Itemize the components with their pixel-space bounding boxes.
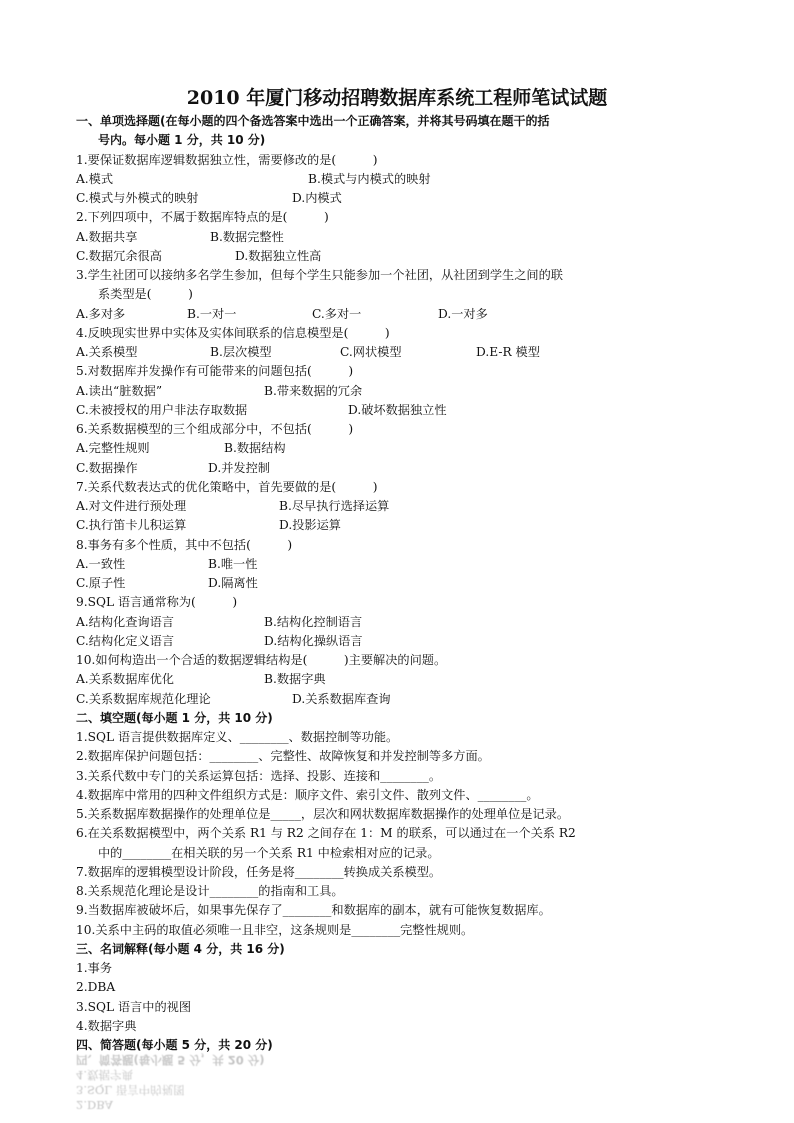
option-b: B.数据结构: [224, 441, 286, 456]
fill-question-4: 4.数据库中常用的四种文件组织方式是：顺序文件、索引文件、散列文件、________。: [76, 787, 539, 802]
option-a: A.模式: [76, 171, 114, 186]
fill-question-6-cont: 中的________在相关联的另一个关系 R1 中检索相对应的记录。: [98, 845, 440, 860]
fill-question-1: 1.SQL 语言提供数据库定义、________、数据控制等功能。: [76, 730, 399, 744]
option-b: B.带来数据的冗余: [264, 383, 363, 398]
option-c: C.执行笛卡儿积运算: [76, 518, 187, 533]
mc-options-6b: [76, 459, 656, 478]
option-d: D.破坏数据独立性: [348, 402, 447, 417]
term-2: 2.DBA: [76, 980, 116, 995]
option-a: A.对文件进行预处理: [76, 499, 187, 513]
mc-options-8a: [76, 555, 656, 574]
mc-question-1: 1.要保证数据库逻辑数据独立性，需要修改的是( ): [76, 152, 378, 167]
fill-question-2: 2.数据库保护问题包括：________、完整性、故障恢复和并发控制等多方面。: [76, 749, 490, 764]
fill-question-10: 10.关系中主码的取值必须唯一且非空，这条规则是________完整性规则。: [76, 922, 474, 937]
mc-options-6a: [76, 439, 656, 458]
option-a: A.数据共享: [76, 229, 138, 244]
option-c: C.未被授权的用户非法存取数据: [76, 402, 248, 417]
ghost-line: 四、简答题(每小题 5 分，共 20 分): [76, 1053, 265, 1067]
section-3-heading: 三、名词解释(每小题 4 分，共 16 分): [76, 941, 285, 956]
term-3: 3.SQL 语言中的视图: [76, 999, 192, 1014]
mc-question-10: 10.如何构造出一个合适的数据逻辑结构是( )主要解决的问题。: [76, 653, 447, 667]
exam-body: [76, 112, 656, 1055]
option-d: D.内模式: [292, 191, 342, 205]
option-d: D.E-R 模型: [476, 345, 540, 359]
option-a: A.多对多: [76, 306, 126, 321]
option-d: D.结构化操纵语言: [264, 633, 363, 648]
mc-options-4: [76, 343, 656, 362]
mc-options-1b: [76, 189, 656, 208]
mc-options-5a: [76, 382, 656, 401]
option-c: C.结构化定义语言: [76, 633, 175, 648]
option-c: C.数据操作: [76, 460, 138, 475]
mc-options-9a: [76, 613, 656, 632]
mc-options-2a: [76, 228, 656, 247]
option-c: C.多对一: [312, 306, 362, 321]
option-d: D.一对多: [438, 306, 488, 321]
option-b: B.数据字典: [264, 672, 326, 687]
mc-question-5: 5.对数据库并发操作有可能带来的问题包括( ): [76, 364, 354, 379]
mc-question-3-cont: 系类型是( ): [98, 287, 193, 302]
mc-options-8b: [76, 574, 656, 593]
option-b: B.数据完整性: [210, 229, 284, 244]
section-4-heading: 四、简答题(每小题 5 分，共 20 分): [76, 1038, 273, 1052]
ghost-line: 4.数据字典: [76, 1068, 133, 1082]
option-c: C.关系数据库规范化理论: [76, 691, 211, 706]
option-a: A.结构化查询语言: [76, 614, 174, 629]
mc-question-2: 2.下列四项中，不属于数据库特点的是( ): [76, 210, 329, 225]
mc-options-9b: [76, 632, 656, 651]
option-d: D.隔离性: [208, 576, 258, 590]
term-4: 4.数据字典: [76, 1018, 137, 1033]
fill-question-8: 8.关系规范化理论是设计________的指南和工具。: [76, 884, 344, 898]
option-a: A.读出“脏数据”: [76, 383, 163, 398]
section-2-heading: 二、填空题(每小题 1 分，共 10 分): [76, 710, 273, 725]
option-d: D.投影运算: [279, 518, 341, 533]
option-a: A.关系模型: [76, 345, 138, 359]
option-a: A.完整性规则: [76, 441, 150, 456]
mc-options-3: [76, 305, 656, 324]
page-title: 2010 年厦门移动招聘数据库系统工程师笔试试题: [186, 87, 608, 109]
option-c: C.原子性: [76, 576, 126, 590]
section-1-heading-cont: 号内。每小题 1 分，共 10 分): [98, 133, 266, 148]
fill-question-7: 7.数据库的逻辑模型设计阶段，任务是将________转换成关系模型。: [76, 864, 442, 879]
mc-options-10b: [76, 690, 656, 709]
mc-question-9: 9.SQL 语言通常称为( ): [76, 595, 238, 610]
mc-question-6: 6.关系数据模型的三个组成部分中，不包括( ): [76, 422, 354, 436]
mc-options-1a: [76, 170, 656, 189]
mc-question-4: 4.反映现实世界中实体及实体间联系的信息模型是( ): [76, 325, 390, 340]
option-c: C.模式与外模式的映射: [76, 191, 199, 205]
mc-options-5b: [76, 401, 656, 420]
mc-question-7: 7.关系代数表达式的优化策略中，首先要做的是( ): [76, 479, 378, 494]
option-b: B.唯一性: [208, 556, 258, 571]
section-1-heading: 一、单项选择题(在每小题的四个备选答案中选出一个正确答案，并将其号码填在题干的括: [76, 114, 550, 128]
fill-question-6: 6.在关系数据模型中，两个关系 R1 与 R2 之间存在 1：M 的联系，可以通过在一个关系 R2: [76, 826, 576, 841]
fill-question-3: 3.关系代数中专门的关系运算包括：选择、投影、连接和________。: [76, 768, 442, 783]
option-c: C.数据冗余很高: [76, 248, 162, 263]
option-b: B.尽早执行选择运算: [279, 499, 390, 513]
option-b: B.结构化控制语言: [264, 614, 363, 629]
mc-options-2b: [76, 247, 656, 266]
option-a: A.一致性: [76, 556, 126, 571]
ghost-line: 3.SQL 语言中的视图: [76, 1083, 185, 1097]
mc-options-10a: [76, 670, 656, 689]
option-c: C.网状模型: [340, 345, 402, 359]
option-b: B.模式与内模式的映射: [308, 171, 431, 186]
option-d: D.关系数据库查询: [292, 691, 391, 706]
option-d: D.并发控制: [208, 460, 270, 475]
mc-question-8: 8.事务有多个性质，其中不包括( ): [76, 537, 293, 552]
option-a: A.关系数据库优化: [76, 672, 174, 687]
fill-question-5: 5.关系数据库数据操作的处理单位是_____，层次和网状数据库数据操作的处理单位是记录。: [76, 807, 570, 821]
mc-question-3: 3.学生社团可以接纳多名学生参加，但每个学生只能参加一个社团，从社团到学生之间的联: [76, 268, 563, 282]
term-1: 1.事务: [76, 961, 113, 975]
bleed-through-reflection: [76, 1052, 376, 1112]
option-d: D.数据独立性高: [235, 248, 322, 263]
ghost-line: 2.DBA: [76, 1098, 113, 1112]
option-b: B.层次模型: [210, 345, 272, 359]
option-b: B.一对一: [187, 306, 237, 321]
fill-question-9: 9.当数据库被破坏后，如果事先保存了________和数据库的副本，就有可能恢复数据库。: [76, 903, 551, 918]
mc-options-7b: [76, 516, 656, 535]
mc-options-7a: [76, 497, 656, 516]
